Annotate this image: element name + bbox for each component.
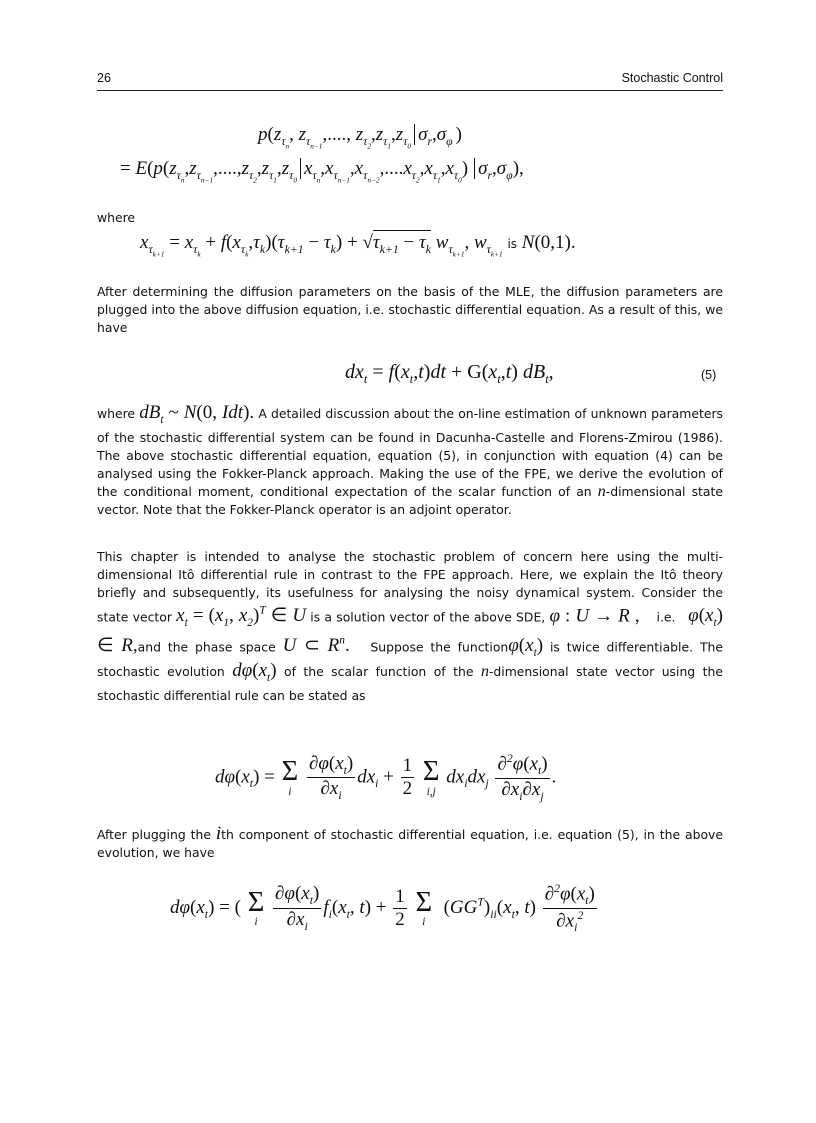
math-phase-space: U ⊂ $R^n$. [282, 635, 350, 657]
equation-likelihood-line2: = $E(p(z_{\tau_n},z_{\tau_{n-1}},....,z_{\tau_2},z_{\tau_1},z_{\tau_0}x_{\tau_n},x_{\tau_{n-1}},x_{\tau_{n-2}},....x_{\tau_2},x_{\tau_1},x_{\tau_0})$ $\sigma_r,\sigma_\varphi$), [120, 158, 524, 185]
math-state-vector: $x_t = (x_1$, $x_2)^T$ ∈ U [176, 605, 307, 630]
page-number: 26 [97, 71, 111, 85]
equation-sde: $dx_t = f(x_t,t)dt + G(x_t,t)$ $dB_t$, [345, 361, 554, 386]
where-label: where [97, 210, 136, 225]
paragraph-plugging: After plugging the ith component of stochastic differential equation, i.e. equation (5), in the above evolution, we have [97, 823, 723, 860]
math-dphi-xt: $d\varphi(x_t)$ [232, 660, 277, 685]
math-phi-xt: $\varphi(x_t)$ [508, 635, 544, 660]
paragraph-mle: After determining the diffusion parameters on the basis of the MLE, the diffusion parameters are plugged into the above diffusion equation, i.e. stochastic differential equation. As a result of this, we have [97, 284, 723, 335]
equation-number-5: (5) [701, 368, 717, 382]
paragraph-ito: This chapter is intended to analyse the stochastic problem of concern here using the multi-dimensional Itô differential rule in contrast to the FPE approach. Here, we explain the Itô theory briefly and subsequently, its usefulness for analysing the noisy dynamical system. Consider the state vector $x_t = (x_1$, $x_2)^T$ ∈ U is a solution vector of the above SDE, φ : U → R , i.e. $\varphi(x_t)$ ∈ R,and the phase space U ⊂ $R^n$. Suppose the $function\varphi(x_t)$ is twice differentiable. The stochastic evolution $d\varphi(x_t)$ of the scalar function of the n-dimensional state vector using the stochastic differential rule can be stated as [97, 549, 723, 704]
equation-ito-rule: $d\varphi(x_t)$ = Σ i $\frac{\partial\varphi(x_t)}{\partial x_i}$ $dx_i$ + $\frac{1}{2}$ Σ i,j $dx_idx_j$ $\frac{\partial^2\varphi(x_t)}{\partial x_i\partial x_j}$ . [215, 752, 557, 803]
equation-likelihood-line1: $p(z_{\tau_n}$, $z_{\tau_{n-1}}$,...., $z_{\tau_2},z_{\tau_1},z_{\tau_0}\sigma_r,\sigma_\varphi$ ) [258, 124, 462, 151]
header-rule [97, 90, 723, 91]
equation-discretization: $x_{\tau_{k+1}} = x_{\tau_k} + f(x_{\tau_k},\tau_k)(\tau_{k+1} - \tau_k) + √\tau_{k+1} - \tau_k$ $w_{\tau_{k+1}}$, $w_{\tau_{k+1}}$ is N(0,1). [140, 232, 576, 259]
equation-evolution: $d\varphi(x_t)$ = ( Σ i $\frac{\partial\varphi(x_t)}{\partial x_i}$ $f_i(x_t$, t) + $\frac{1}{2}$ Σ i $(GG^T)_{ii}(x_t$, t) $\frac{\partial^2\varphi(x_t)}{\partial x_i^2}$ [170, 882, 595, 935]
math-phi-in-R: $\varphi(x_t)$ ∈ R, [97, 605, 723, 657]
where-label-2: where [97, 406, 136, 421]
math-phi-map: φ : U → R , [549, 605, 640, 627]
running-header [97, 71, 723, 89]
running-title: Stochastic Control [621, 71, 723, 85]
math-dBt: $dB_t$ ~ N(0, Idt). [139, 402, 255, 426]
paragraph-discussion: where $dB_t$ ~ N(0, Idt). A detailed discussion about the on-line estimation of unknown parameters of the stochastic differential system can be found in Dacunha-Castelle and Florens-Zmirou (1986). The above stochastic differential equation, equation (5), in conjunction with equation (4) can be analysed using the Fokker-Planck approach. Making the use of the FPE, we derive the evolution of the conditional moment, conditional expectation of the scalar function of an n-dimensional state vector. Note that the Fokker-Planck operator is an adjoint operator. [97, 402, 723, 517]
